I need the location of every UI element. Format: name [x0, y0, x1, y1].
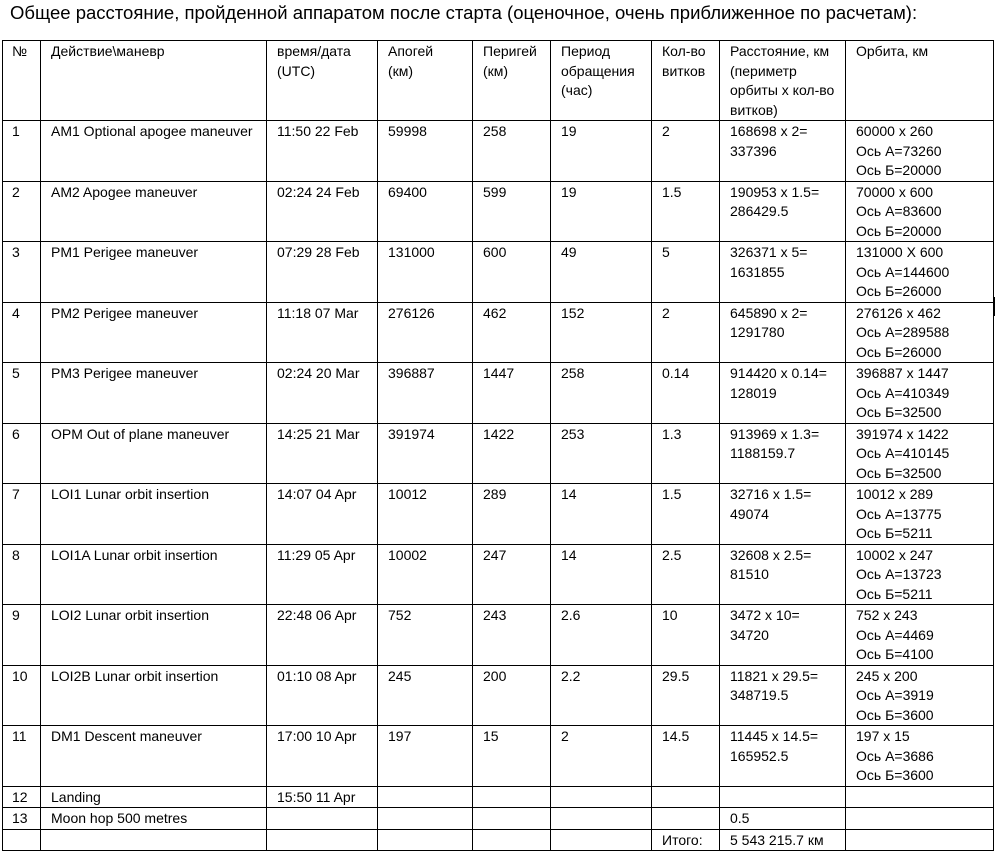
table-cell — [846, 829, 994, 851]
table-cell: 396887 x 1447 Ось А=410349 Ось Б=32500 — [846, 363, 994, 424]
table-cell: 49 — [551, 242, 652, 303]
table-cell: 253 — [551, 423, 652, 484]
table-cell: 1447 — [473, 363, 551, 424]
table-cell: 6 — [3, 423, 41, 484]
table-cell: 168698 x 2= 337396 — [720, 121, 846, 182]
table-cell: 14:07 04 Apr — [267, 484, 378, 545]
table-cell: 2.6 — [551, 605, 652, 666]
table-cell: PM1 Perigee maneuver — [41, 242, 267, 303]
table-cell: 59998 — [378, 121, 473, 182]
table-cell: 10012 x 289 Ось А=13775 Ось Б=5211 — [846, 484, 994, 545]
table-cell: 60000 x 260 Ось А=73260 Ось Б=20000 — [846, 121, 994, 182]
table-cell: 5 — [652, 242, 720, 303]
table-cell — [41, 829, 267, 851]
table-cell: 645890 x 2= 1291780 — [720, 302, 846, 363]
table-cell — [378, 808, 473, 830]
table-cell: 11445 x 14.5= 165952.5 — [720, 726, 846, 787]
table-cell: 258 — [551, 363, 652, 424]
total-row — [3, 829, 994, 851]
table-cell: 1.5 — [652, 181, 720, 242]
table-cell: 1422 — [473, 423, 551, 484]
table-cell: LOI2 Lunar orbit insertion — [41, 605, 267, 666]
table-cell: 69400 — [378, 181, 473, 242]
table-cell: 600 — [473, 242, 551, 303]
table-cell: 247 — [473, 544, 551, 605]
table-cell: 245 — [378, 665, 473, 726]
table-cell: PM2 Perigee maneuver — [41, 302, 267, 363]
table-cell: LOI1A Lunar orbit insertion — [41, 544, 267, 605]
table-cell — [846, 808, 994, 830]
table-cell: 29.5 — [652, 665, 720, 726]
table-cell — [3, 829, 41, 851]
table-cell — [473, 808, 551, 830]
total-value: 5 543 215.7 км — [720, 829, 846, 851]
table-cell — [473, 829, 551, 851]
table-cell: 19 — [551, 121, 652, 182]
table-cell — [652, 808, 720, 830]
table-cell: 752 — [378, 605, 473, 666]
table-cell: 914420 x 0.14= 128019 — [720, 363, 846, 424]
table-cell: 599 — [473, 181, 551, 242]
column-header: Действие\маневр — [41, 41, 267, 121]
table-cell: 243 — [473, 605, 551, 666]
table-cell — [846, 786, 994, 808]
table-row — [3, 665, 994, 726]
table-cell: 11821 x 29.5= 348719.5 — [720, 665, 846, 726]
table-cell: 1.3 — [652, 423, 720, 484]
text-cursor-mark — [994, 297, 995, 316]
table-cell: 0.14 — [652, 363, 720, 424]
table-cell: OPM Out of plane maneuver — [41, 423, 267, 484]
table-cell: 1 — [3, 121, 41, 182]
table-cell: 7 — [3, 484, 41, 545]
table-cell — [720, 786, 846, 808]
table-cell: 12 — [3, 786, 41, 808]
table-cell: 11:29 05 Apr — [267, 544, 378, 605]
table-cell — [551, 808, 652, 830]
table-cell: 02:24 20 Mar — [267, 363, 378, 424]
table-cell — [551, 786, 652, 808]
column-header: Перигей (км) — [473, 41, 551, 121]
table-cell: 5 — [3, 363, 41, 424]
table-row — [3, 786, 994, 808]
table-cell: 1.5 — [652, 484, 720, 545]
table-cell: 19 — [551, 181, 652, 242]
table-cell — [267, 808, 378, 830]
distance-table — [2, 40, 994, 851]
table-cell: 70000 x 600 Ось А=83600 Ось Б=20000 — [846, 181, 994, 242]
table-cell: 245 x 200 Ось А=3919 Ось Б=3600 — [846, 665, 994, 726]
table-cell: 2.2 — [551, 665, 652, 726]
table-cell: 15 — [473, 726, 551, 787]
header-row — [3, 41, 994, 121]
table-cell: LOI1 Lunar orbit insertion — [41, 484, 267, 545]
table-cell: 14 — [551, 484, 652, 545]
table-cell: 2 — [652, 302, 720, 363]
table-cell: 8 — [3, 544, 41, 605]
table-cell — [473, 786, 551, 808]
table-cell: DM1 Descent maneuver — [41, 726, 267, 787]
table-row — [3, 181, 994, 242]
total-label: Итого: — [652, 829, 720, 851]
table-cell: 197 x 15 Ось А=3686 Ось Б=3600 — [846, 726, 994, 787]
table-cell: 752 x 243 Ось А=4469 Ось Б=4100 — [846, 605, 994, 666]
table-cell: 10012 — [378, 484, 473, 545]
table-cell: 2.5 — [652, 544, 720, 605]
table-cell: 10 — [3, 665, 41, 726]
table-row — [3, 242, 994, 303]
table-row — [3, 121, 994, 182]
table-cell: 391974 x 1422 Ось А=410145 Ось Б=32500 — [846, 423, 994, 484]
table-cell — [378, 786, 473, 808]
table-cell: 276126 x 462 Ось А=289588 Ось Б=26000 — [846, 302, 994, 363]
table-cell: 11:50 22 Feb — [267, 121, 378, 182]
page-title: Общее расстояние, пройденной аппаратом после старта (оценочное, очень приближенное по расчетам): — [10, 2, 918, 23]
table-cell: 11 — [3, 726, 41, 787]
table-row — [3, 484, 994, 545]
table-cell: 10 — [652, 605, 720, 666]
table-cell: 3472 x 10= 34720 — [720, 605, 846, 666]
table-cell: 02:24 24 Feb — [267, 181, 378, 242]
table-cell: 01:10 08 Apr — [267, 665, 378, 726]
table-cell: 07:29 28 Feb — [267, 242, 378, 303]
table-row — [3, 302, 994, 363]
table-cell: 32716 x 1.5= 49074 — [720, 484, 846, 545]
table-cell: 197 — [378, 726, 473, 787]
table-cell: 131000 X 600 Ось А=144600 Ось Б=26000 — [846, 242, 994, 303]
table-cell: 391974 — [378, 423, 473, 484]
table-row — [3, 605, 994, 666]
table-cell: 2 — [652, 121, 720, 182]
table-cell: 10002 x 247 Ось А=13723 Ось Б=5211 — [846, 544, 994, 605]
table-cell: 462 — [473, 302, 551, 363]
table-cell: 13 — [3, 808, 41, 830]
table-row — [3, 808, 994, 830]
table-cell: 22:48 06 Apr — [267, 605, 378, 666]
column-header: № — [3, 41, 41, 121]
column-header: время/дата (UTC) — [267, 41, 378, 121]
table-cell: 32608 x 2.5= 81510 — [720, 544, 846, 605]
table-row — [3, 423, 994, 484]
table-cell: 2 — [3, 181, 41, 242]
table-cell: Landing — [41, 786, 267, 808]
table-cell: 3 — [3, 242, 41, 303]
table-cell: 14.5 — [652, 726, 720, 787]
table-cell: 326371 x 5= 1631855 — [720, 242, 846, 303]
table-cell: 258 — [473, 121, 551, 182]
table-cell: 913969 x 1.3= 1188159.7 — [720, 423, 846, 484]
table-cell: AM1 Optional apogee maneuver — [41, 121, 267, 182]
table-cell — [551, 829, 652, 851]
table-cell: 4 — [3, 302, 41, 363]
table-cell — [652, 786, 720, 808]
column-header: Апогей (км) — [378, 41, 473, 121]
table-cell — [378, 829, 473, 851]
table-cell: 396887 — [378, 363, 473, 424]
table-cell: AM2 Apogee maneuver — [41, 181, 267, 242]
column-header: Орбита, км — [846, 41, 994, 121]
table-cell: PM3 Perigee maneuver — [41, 363, 267, 424]
table-cell: 10002 — [378, 544, 473, 605]
table-cell: 2 — [551, 726, 652, 787]
table-row — [3, 726, 994, 787]
table-cell: 276126 — [378, 302, 473, 363]
table-row — [3, 363, 994, 424]
table-cell: 289 — [473, 484, 551, 545]
table-cell: 17:00 10 Apr — [267, 726, 378, 787]
table-cell: 11:18 07 Mar — [267, 302, 378, 363]
table-cell: 9 — [3, 605, 41, 666]
table-cell: 131000 — [378, 242, 473, 303]
column-header: Расстояние, км (периметр орбиты х кол-во витков) — [720, 41, 846, 121]
table-cell: 200 — [473, 665, 551, 726]
table-cell: Moon hop 500 metres — [41, 808, 267, 830]
table-cell: 14 — [551, 544, 652, 605]
table-cell: 14:25 21 Mar — [267, 423, 378, 484]
table-row — [3, 544, 994, 605]
column-header: Период обращения (час) — [551, 41, 652, 121]
table-cell: LOI2B Lunar orbit insertion — [41, 665, 267, 726]
column-header: Кол-во витков — [652, 41, 720, 121]
table-cell: 15:50 11 Apr — [267, 786, 378, 808]
table-cell — [267, 829, 378, 851]
table-cell: 0.5 — [720, 808, 846, 830]
table-cell: 152 — [551, 302, 652, 363]
table-cell: 190953 x 1.5= 286429.5 — [720, 181, 846, 242]
